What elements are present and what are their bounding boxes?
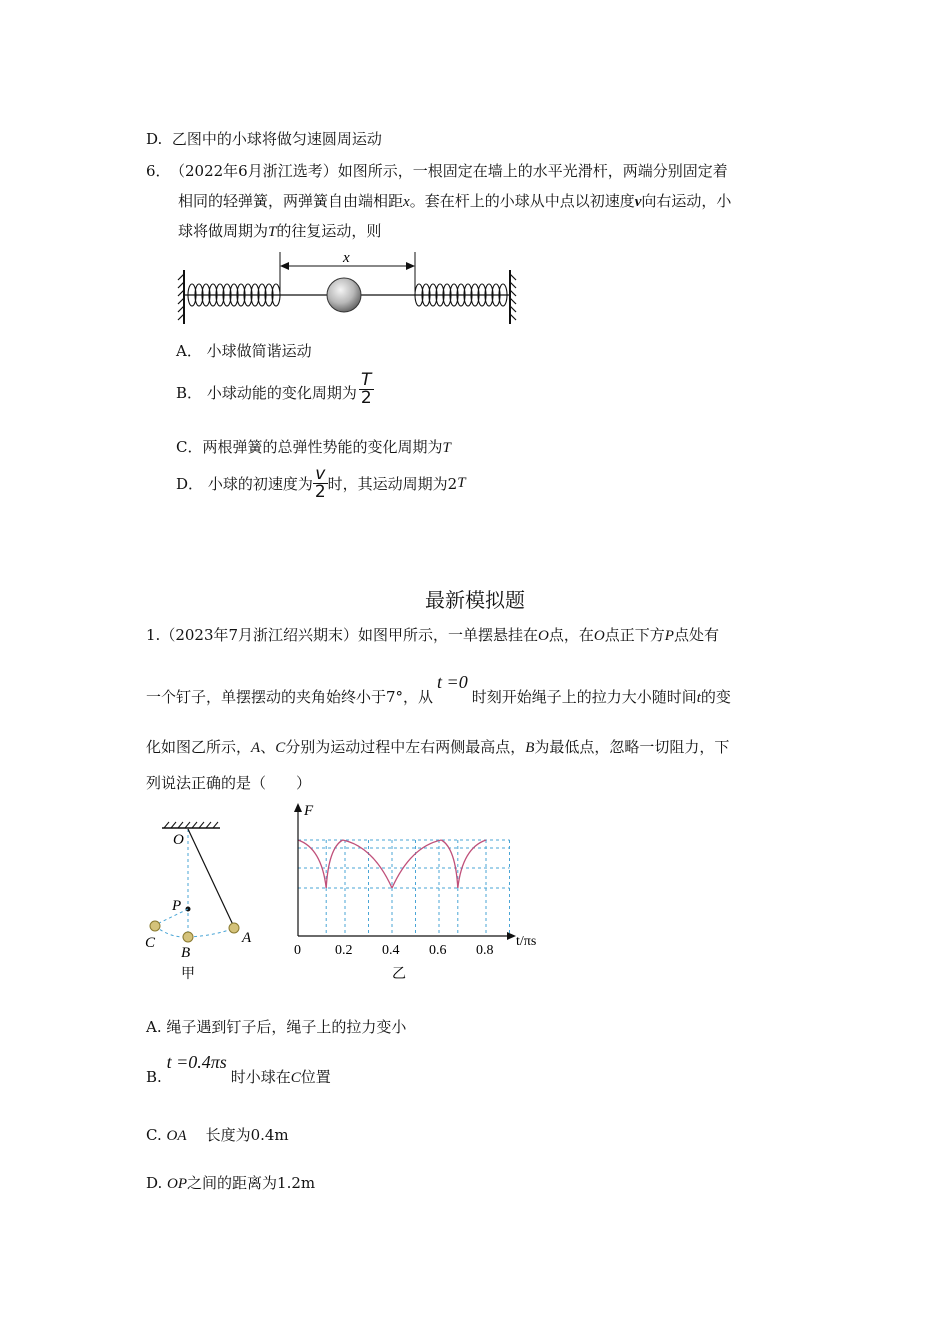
x-tick-label: 0.8 (476, 943, 494, 958)
x-axis-arrow (507, 932, 516, 940)
spring-rod-diagram (176, 248, 521, 328)
chart-curve-segment (441, 840, 457, 888)
q1-option-c: C. OA 长度为0.4m (146, 1126, 289, 1144)
x-tick-label: 0.6 (429, 943, 447, 958)
chart-curve-segment (298, 840, 326, 888)
distance-label: x (343, 250, 350, 266)
q6-number: 6． (146, 162, 171, 180)
q6-option-b: B． 小球动能的变化周期为 $\frac{T}{2}$ (176, 370, 372, 408)
q1-line4: 列说法正确的是（ ） (146, 774, 312, 792)
bob-c (150, 921, 160, 931)
bob-a (229, 923, 239, 933)
label-c: C (145, 935, 156, 951)
q6-option-a: A． 小球做简谐运动 (176, 342, 312, 360)
chart-curve-segment (326, 840, 342, 888)
x-tick-label: 0.2 (335, 943, 353, 958)
q1-option-b: B. t =0.4πs时小球在C位置 (146, 1052, 331, 1086)
y-axis-arrow (294, 803, 302, 812)
prev-option-d: D. 乙图中的小球将做匀速圆周运动 (146, 130, 382, 148)
chart-tick-labels (294, 943, 494, 958)
q6-option-c: C．两根弹簧的总弹性势能的变化周期为T (176, 438, 451, 456)
frac-v-over-2: $\frac{v}{2}$ (314, 464, 326, 502)
q1-line1: 1.（2023年7月浙江绍兴期末）如图甲所示，一单摆悬挂在O点，在O点正下方P点处有 (146, 626, 719, 644)
x-tick-label: 0 (294, 943, 301, 958)
y-axis-label: F (304, 803, 314, 819)
q1-line2: 一个钉子，单摆摆动的夹角始终小于7°，从t =0时刻开始绳子上的拉力大小随时间t的变 (146, 672, 731, 706)
caption-jia: 甲 (181, 966, 195, 982)
x-tick-label: 0.4 (382, 943, 400, 958)
q6-line1: （2022年6月浙江选考）如图所示，一根固定在墙上的水平光滑杆，两端分别固定着 (170, 162, 728, 180)
label-p: P (172, 898, 182, 914)
label-b: B (181, 945, 191, 961)
caption-yi: 乙 (392, 966, 406, 982)
label-a: A (242, 930, 252, 946)
q6-line3: 球将做周期为T的往复运动，则 (178, 222, 382, 240)
chart-curve-segment (392, 840, 441, 888)
label-o: O (173, 832, 184, 848)
chart-grid (298, 840, 510, 936)
q1-option-a: A. 绳子遇到钉子后，绳子上的拉力变小 (146, 1018, 407, 1036)
q1-line3: 化如图乙所示，A、C分别为运动过程中左右两侧最高点，B为最低点，忽略一切阻力，下 (146, 738, 730, 756)
x-axis-label: t/πs (516, 934, 537, 949)
ball (327, 278, 361, 312)
bob-b (183, 932, 193, 942)
q6-option-d: D． 小球的初速度为 $\frac{v}{2}$ 时，其运动周期为 2 T (176, 464, 466, 502)
q6-line2: 相同的轻弹簧，两弹簧自由端相距x。套在杆上的小球从中点以初速度v向右运动，小 (178, 192, 732, 210)
chart-curve-segment (343, 840, 392, 888)
q1-option-d: D. OP之间的距离为1.2m (146, 1174, 316, 1192)
pendulum-figure (140, 816, 270, 986)
chart-curve-segment (458, 840, 486, 888)
force-time-chart (282, 800, 552, 984)
section-title: 最新模拟题 (425, 588, 525, 612)
frac-t-over-2: $\frac{T}{2}$ (360, 370, 372, 408)
